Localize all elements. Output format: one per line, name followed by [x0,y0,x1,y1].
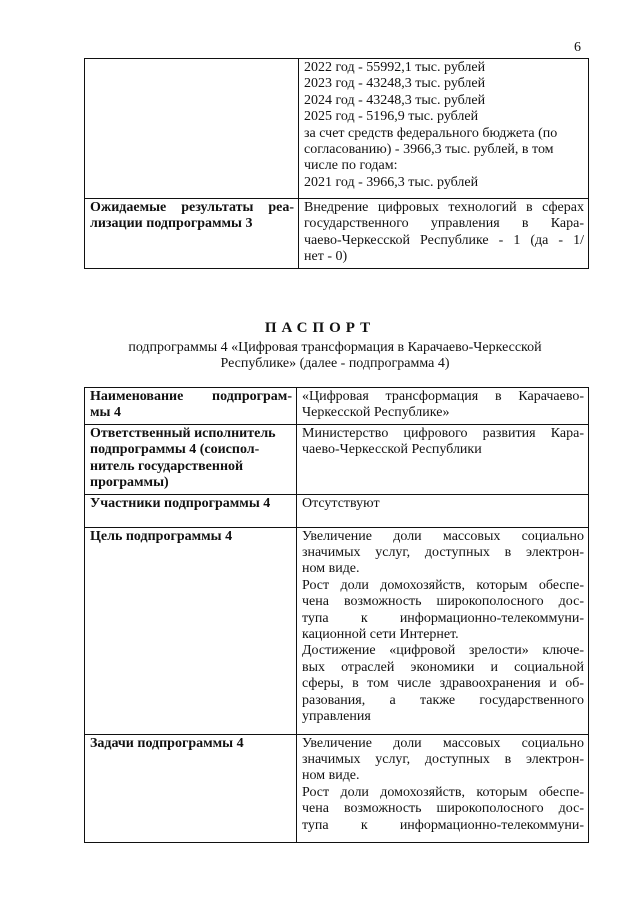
funding-table [84,58,589,269]
passport-table [84,387,589,843]
passport-subtitle [100,340,570,372]
executor-value: Министерство цифрового развития Кара- чаево-Черкесской Республики [297,425,589,495]
expected-results-row [85,199,589,269]
participants-value: Отсутствуют [297,494,589,527]
funding-line: 2021 год - 3966,3 тыс. рублей [304,174,479,190]
funding-row [85,59,589,199]
executor-row [85,425,589,495]
name-value: «Цифровая трансформация в Карачаево- Черкесской Республике» [297,388,589,425]
expected-results-value: Внедрение цифровых технологий в сферах государственного управления в Кара- чаево-Черкесской Республике - 1 (да - 1/ нет - 0) [299,199,589,269]
funding-line: 2024 год - 43248,3 тыс. рублей [304,92,486,108]
tasks-row [85,734,589,842]
funding-line: согласованию) - 3966,3 тыс. рублей, в том [304,142,554,158]
executor-label: Ответственный исполнитель подпрограммы 4 (соиспол- нитель государственной программы) [85,425,297,495]
funding-value-cell [299,59,589,199]
funding-label-cell [85,59,299,199]
name-label: Наименование подпрограм- мы 4 [85,388,297,425]
expected-results-label: Ожидаемые результаты реа- лизации подпрограммы 3 [85,199,299,269]
funding-line: 2023 год - 43248,3 тыс. рублей [304,76,486,92]
participants-label: Участники подпрограммы 4 [85,494,297,527]
funding-line: числе по годам: [304,158,398,174]
funding-line: за счет средств федерального бюджета (по [304,125,558,141]
passport-subtitle-line: подпрограммы 4 «Цифровая трансформация в Карачаево-Черкесской [128,340,542,355]
name-row [85,388,589,425]
page-number: 6 [574,40,581,55]
passport-title: ПАСПОРТ [264,320,376,336]
goal-label: Цель подпрограммы 4 [85,527,297,734]
goal-value: Увеличение доли массовых социально значимых услуг, доступных в электрон- ном виде. Рост доли домохозяйств, которым обеспе- чена возможность широкополосного дос- тупа к информационно-телекоммуни- кационной сети Интернет. Достижение «цифровой зрелости» ключе- вых отраслей экономики и социальной сферы, в том числе здравоохранения и об- разования, а также государственного управления [297,527,589,734]
tasks-label: Задачи подпрограммы 4 [85,734,297,842]
goal-row [85,527,589,734]
funding-line: 2022 год - 55992,1 тыс. рублей [304,60,486,75]
participants-row [85,494,589,527]
funding-line: 2025 год - 5196,9 тыс. рублей [304,109,479,125]
passport-subtitle-line: Республике» (далее - подпрограмма 4) [220,356,450,371]
tasks-value: Увеличение доли массовых социально значимых услуг, доступных в электрон- ном виде. Рост доли домохозяйств, которым обеспе- чена возможность широкополосного дос- тупа к информационно-телекоммуни- [297,734,589,842]
